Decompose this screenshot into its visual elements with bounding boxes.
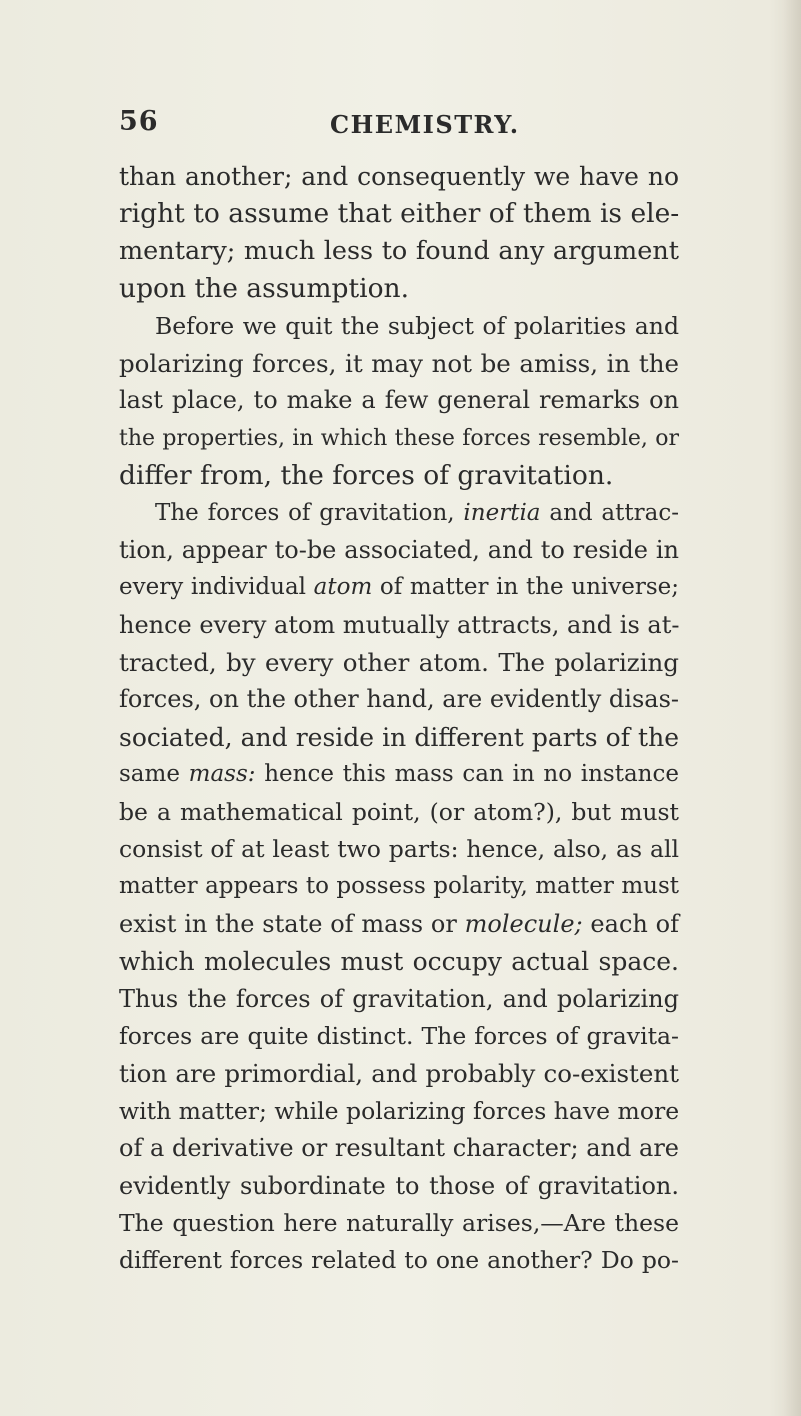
text-line xyxy=(119,495,679,532)
text-line: upon the assumption. xyxy=(119,273,410,305)
text-run: The forces of gravitation, xyxy=(155,499,464,526)
text-line: last place, to make a few general remarks on xyxy=(119,386,679,415)
text-line: tion are primordial, and probably co-existent xyxy=(119,1059,679,1089)
text-run: each of xyxy=(582,909,679,938)
body-text xyxy=(119,158,679,1280)
running-head: CHEMISTRY. xyxy=(330,110,520,139)
text-line: consist of at least two parts: hence, also, as all xyxy=(119,835,679,864)
text-line: tion, appear to-be associated, and to reside in xyxy=(119,535,679,564)
italic-term: molecule; xyxy=(464,909,583,938)
text-line: Before we quit the subject of polarities and xyxy=(155,311,679,340)
text-line: hence every atom mutually attracts, and is at- xyxy=(119,610,680,639)
page-header xyxy=(119,106,679,146)
text-line: forces, on the other hand, are evidently disas- xyxy=(119,685,679,714)
text-line: different forces related to one another? Do po- xyxy=(119,1246,679,1275)
text-run: same xyxy=(119,761,189,788)
text-run: hence this mass can in no instance xyxy=(255,761,679,788)
text-line xyxy=(119,906,679,943)
italic-term: mass: xyxy=(188,761,256,788)
text-line xyxy=(119,569,679,606)
page-number: 56 xyxy=(119,106,159,137)
text-line: than another; and consequently we have no xyxy=(119,162,679,191)
text-line: of a derivative or resultant character; and are xyxy=(119,1134,679,1163)
text-run: exist in the state of mass or xyxy=(119,909,465,938)
text-line xyxy=(119,756,679,793)
text-line: The question here naturally arises,—Are these xyxy=(119,1208,679,1237)
page-edge-shadow xyxy=(783,0,801,1416)
text-line: Thus the forces of gravitation, and polarizing xyxy=(119,984,679,1013)
text-line: differ from, the forces of gravitation. xyxy=(119,460,614,492)
text-line: mentary; much less to found any argument xyxy=(119,235,679,266)
text-line: forces are quite distinct. The forces of gravita- xyxy=(119,1021,679,1050)
text-line: right to assume that either of them is ele- xyxy=(119,198,680,230)
text-line: polarizing forces, it may not be amiss, in the xyxy=(119,348,679,378)
italic-term: atom xyxy=(313,574,373,601)
italic-term: inertia xyxy=(463,499,541,526)
text-line: which molecules must occupy actual space. xyxy=(119,947,679,977)
text-line: matter appears to possess polarity, matter must xyxy=(119,873,679,900)
text-line: be a mathematical point, (or atom?), but must xyxy=(119,797,679,826)
text-run: of matter in the universe; xyxy=(372,574,680,601)
text-line: evidently subordinate to those of gravitation. xyxy=(119,1171,679,1200)
text-line: sociated, and reside in different parts of the xyxy=(119,722,679,752)
text-line: tracted, by every other atom. The polarizing xyxy=(119,648,679,678)
text-run: every individual xyxy=(119,574,314,601)
text-line: with matter; while polarizing forces have more xyxy=(119,1096,680,1125)
text-run: and attrac- xyxy=(540,499,679,526)
text-line: the properties, in which these forces resemble, or xyxy=(119,425,679,451)
